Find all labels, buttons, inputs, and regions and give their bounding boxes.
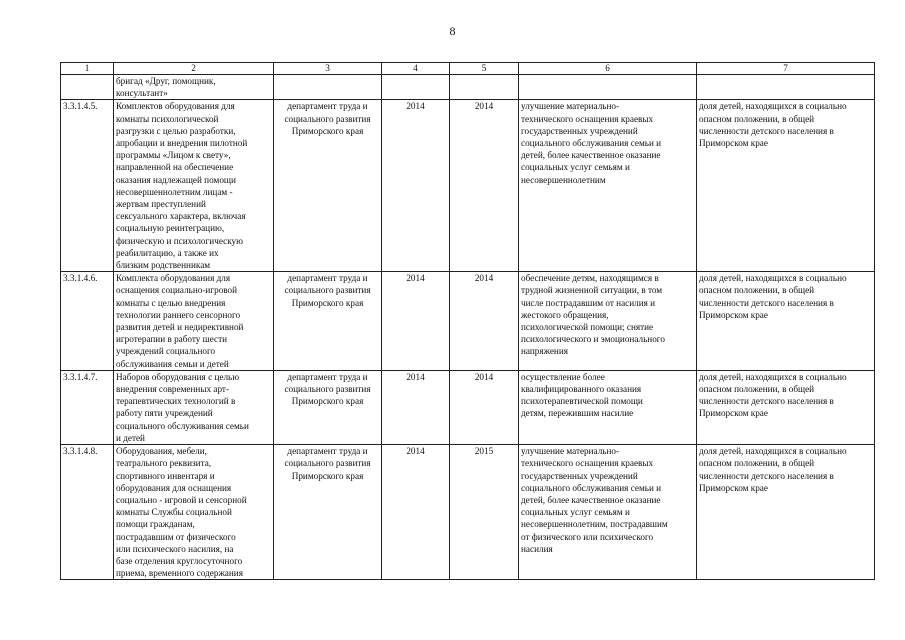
- cell-start-year: 2014: [382, 272, 450, 371]
- cell-result: [519, 75, 697, 100]
- cell-result: осуществление более квалифицированного оказания психотерапевтической помощи детям, пережившим насилие: [519, 370, 697, 444]
- cell-name: Оборудования, мебели, театрального реквизита, спортивного инвентаря и оборудования для оснащения социально - игровой и сенсорной комнаты Службы социальной помощи гражданам, пострадавшим от физического или психического насилия, на базе отделения круглосуточного приема, временного содержания: [114, 445, 274, 580]
- cell-end-year: 2014: [450, 100, 519, 272]
- column-header: 3: [274, 63, 382, 75]
- cell-indicator: доля детей, находящихся в социально опасном положении, в общей численности детского населения в Приморском крае: [697, 370, 875, 444]
- cell-start-year: 2014: [382, 370, 450, 444]
- cell-executor: департамент труда и социального развития Приморского края: [274, 370, 382, 444]
- cell-number: 3.3.1.4.6.: [61, 272, 114, 371]
- table-row-continuation: [61, 75, 875, 100]
- cell-name: Комплектов оборудования для комнаты психологической разгрузки с целью разработки, апробации и внедрения пилотной программы «Лицом к свету», направленной на обеспечение оказания надлежащей помощи несовершеннолетним лицам - жертвам преступлений сексуального характера, включая социальную реинтеграцию, физическую и психологическую реабилитацию, а также их близким родственникам: [114, 100, 274, 272]
- cell-name: бригад «Друг, помощник, консультант»: [114, 75, 274, 100]
- cell-start-year: [382, 75, 450, 100]
- cell-number: 3.3.1.4.8.: [61, 445, 114, 580]
- column-header: 5: [450, 63, 519, 75]
- cell-indicator: доля детей, находящихся в социально опасном положении, в общей численности детского населения в Приморском крае: [697, 100, 875, 272]
- cell-result: обеспечение детям, находящимся в трудной жизненной ситуации, в том числе пострадавшим от насилия и жестокого обращения, психологической помощи; снятие психологического и эмоционального напряжения: [519, 272, 697, 371]
- cell-indicator: [697, 75, 875, 100]
- column-header: 1: [61, 63, 114, 75]
- cell-result: улучшение материально- технического оснащения краевых государственных учреждений социального обслуживания семьи и детей, более качественное оказание социальных услуг семьям и несовершеннолетним: [519, 100, 697, 272]
- cell-end-year: 2014: [450, 272, 519, 371]
- cell-executor: [274, 75, 382, 100]
- table-row: [61, 370, 875, 444]
- cell-indicator: доля детей, находящихся в социально опасном положении, в общей численности детского населения в Приморском крае: [697, 272, 875, 371]
- column-header: 2: [114, 63, 274, 75]
- cell-end-year: 2014: [450, 370, 519, 444]
- cell-start-year: 2014: [382, 100, 450, 272]
- column-header: 4: [382, 63, 450, 75]
- cell-indicator: доля детей, находящихся в социально опасном положении, в общей численности детского населения в Приморском крае: [697, 445, 875, 580]
- page-number: 8: [449, 24, 456, 38]
- activities-table: [60, 62, 875, 580]
- cell-end-year: 2015: [450, 445, 519, 580]
- cell-start-year: 2014: [382, 445, 450, 580]
- column-header: 7: [697, 63, 875, 75]
- cell-number: [61, 75, 114, 100]
- cell-name: Комплекта оборудования для оснащения социально-игровой комнаты с целью внедрения технологии раннего сенсорного развития детей и недирективной игротерапии в работу шести учреждений социального обслуживания семьи и детей: [114, 272, 274, 371]
- cell-executor: департамент труда и социального развития Приморского края: [274, 445, 382, 580]
- cell-executor: департамент труда и социального развития Приморского края: [274, 100, 382, 272]
- cell-end-year: [450, 75, 519, 100]
- column-header: 6: [519, 63, 697, 75]
- table-row: [61, 272, 875, 371]
- table-header-row: [61, 63, 875, 75]
- table-row: [61, 445, 875, 580]
- cell-result: улучшение материально- технического оснащения краевых государственных учреждений социального обслуживания семьи и детей, более качественное оказание социальных услуг семьям и несовершеннолетним, пострадавшим от физического или психического насилия: [519, 445, 697, 580]
- cell-number: 3.3.1.4.5.: [61, 100, 114, 272]
- cell-executor: департамент труда и социального развития Приморского края: [274, 272, 382, 371]
- cell-name: Наборов оборудования с целью внедрения современных арт- терапевтических технологий в работу пяти учреждений социального обслуживания семьи и детей: [114, 370, 274, 444]
- cell-number: 3.3.1.4.7.: [61, 370, 114, 444]
- table-row: [61, 100, 875, 272]
